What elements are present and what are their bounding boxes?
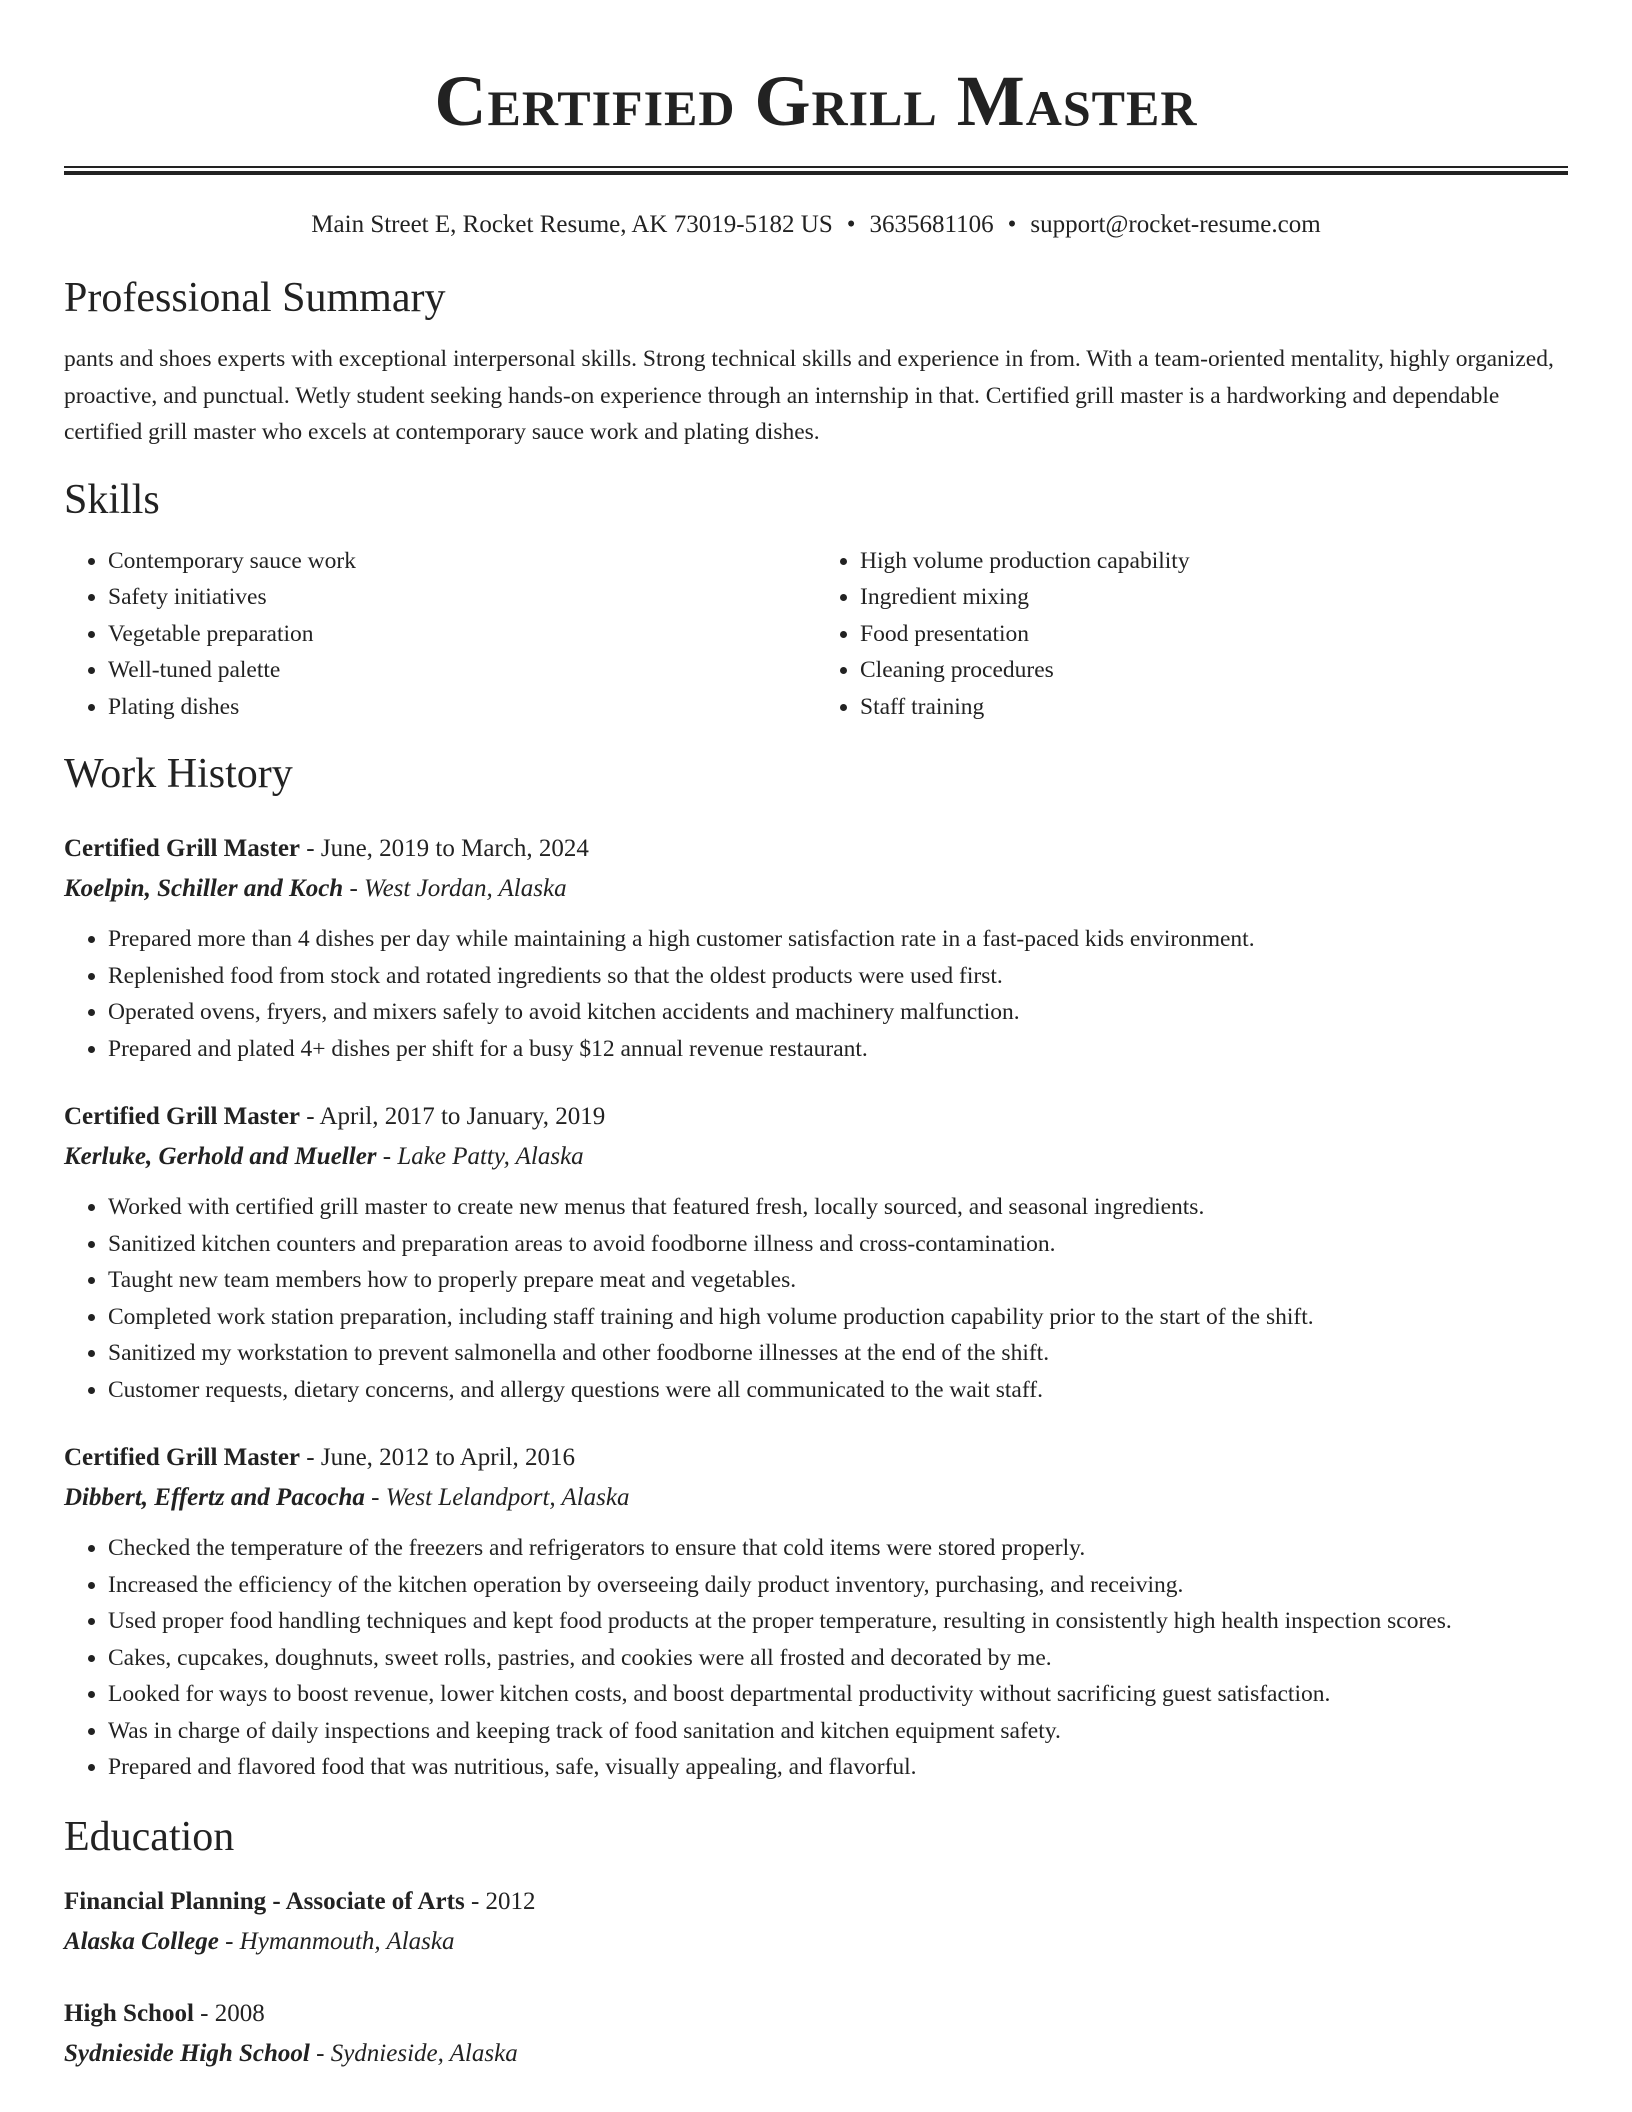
job-entry (64, 1438, 1568, 1786)
duty-item: • Checked the temperature of the freezers and refrigerators to ensure that cold items were stored properly. (108, 1530, 1568, 1567)
candidate-name: Certified Grill Master (434, 61, 1198, 141)
education-entry (64, 1994, 1568, 2074)
duty-item: • Customer requests, dietary concerns, and allergy questions were all communicated to the wait staff. (108, 1372, 1568, 1409)
skills-list (64, 543, 1568, 726)
job-location: - Lake Patty, Alaska (376, 1143, 584, 1170)
duty-item: • Cakes, cupcakes, doughnuts, sweet rolls, pastries, and cookies were all frosted and decorated by me. (108, 1640, 1568, 1677)
skill-item: • Cleaning procedures (860, 652, 1568, 689)
education-school: Sydnieside High School (64, 2039, 310, 2067)
contact-separator: • (846, 211, 856, 238)
education-year: - 2012 (464, 1887, 536, 1915)
duty-item: • Increased the efficiency of the kitchen operation by overseeing daily product inventory, purchasing, and receiving. (108, 1567, 1568, 1604)
skill-item: • Well-tuned palette (108, 652, 816, 689)
contact-separator: • (1007, 211, 1017, 238)
duty-item: • Sanitized my workstation to prevent salmonella and other foodborne illnesses at the end of the shift. (108, 1335, 1568, 1372)
contact-address: Main Street E, Rocket Resume, AK 73019-5182 US (311, 211, 833, 238)
duty-item: • Sanitized kitchen counters and preparation areas to avoid foodborne illness and cross-contamination. (108, 1226, 1568, 1263)
job-role: Certified Grill Master (64, 1103, 301, 1130)
job-header (64, 829, 1568, 869)
education-degree: High School (64, 1999, 194, 2027)
job-header (64, 1097, 1568, 1137)
education-location: - Sydnieside, Alaska (309, 2039, 518, 2067)
contact-line (64, 209, 1568, 241)
job-duties (64, 1189, 1568, 1408)
duty-item: • Prepared and flavored food that was nutritious, safe, visually appealing, and flavorful. (108, 1749, 1568, 1786)
education-location: - Hymanmouth, Alaska (218, 1927, 455, 1955)
skill-item: • Vegetable preparation (108, 616, 816, 653)
job-company: Kerluke, Gerhold and Mueller (64, 1143, 377, 1170)
duty-item: • Replenished food from stock and rotated ingredients so that the oldest products were used first. (108, 958, 1568, 995)
education-year: - 2008 (193, 1999, 265, 2027)
skills-column-right (816, 543, 1568, 726)
work-history-heading: Work History (64, 751, 293, 797)
duty-item: • Was in charge of daily inspections and keeping track of food sanitation and kitchen equipment safety. (108, 1713, 1568, 1750)
skill-item: • Contemporary sauce work (108, 543, 816, 580)
skill-item: • Staff training (860, 689, 1568, 726)
skill-item: • Food presentation (860, 616, 1568, 653)
education-entry (64, 1882, 1568, 1962)
duty-item: • Used proper food handling techniques and kept food products at the proper temperature, resulting in consistently high health inspection scores. (108, 1603, 1568, 1640)
job-dates: - June, 2019 to March, 2024 (300, 835, 589, 862)
duty-item: • Prepared and plated 4+ dishes per shift for a busy $12 annual revenue restaurant. (108, 1031, 1568, 1068)
duty-item: • Prepared more than 4 dishes per day while maintaining a high customer satisfaction rate in a fast-paced kids environment. (108, 921, 1568, 958)
education-school: Alaska College (64, 1927, 219, 1955)
contact-email[interactable]: support@rocket-resume.com (1030, 211, 1321, 238)
education-degree: Financial Planning - Associate of Arts (64, 1887, 465, 1915)
summary-heading: Professional Summary (64, 275, 446, 321)
job-dates: - April, 2017 to January, 2019 (300, 1103, 606, 1130)
job-duties (64, 1530, 1568, 1786)
duty-item: • Looked for ways to boost revenue, lower kitchen costs, and boost departmental productivity without sacrificing guest satisfaction. (108, 1676, 1568, 1713)
job-location: - West Jordan, Alaska (343, 875, 567, 902)
education-school-line (64, 1922, 1568, 1962)
duty-item: • Operated ovens, fryers, and mixers safely to avoid kitchen accidents and machinery malfunction. (108, 994, 1568, 1031)
skill-item: • Plating dishes (108, 689, 816, 726)
job-dates: - June, 2012 to April, 2016 (300, 1444, 576, 1471)
job-location: - West Lelandport, Alaska (364, 1484, 630, 1511)
education-header (64, 1882, 1568, 1922)
education-heading: Education (64, 1813, 235, 1860)
skill-item: • Ingredient mixing (860, 579, 1568, 616)
job-company: Koelpin, Schiller and Koch (64, 875, 344, 902)
header-divider (64, 166, 1568, 175)
job-employer (64, 1478, 1568, 1518)
skill-item: • High volume production capability (860, 543, 1568, 580)
job-entry (64, 1097, 1568, 1408)
contact-phone: 3635681106 (869, 211, 994, 238)
job-role: Certified Grill Master (64, 1444, 301, 1471)
job-employer (64, 869, 1568, 909)
job-role: Certified Grill Master (64, 835, 301, 862)
duty-item: • Worked with certified grill master to create new menus that featured fresh, locally sourced, and seasonal ingredients. (108, 1189, 1568, 1226)
duty-item: • Taught new team members how to properly prepare meat and vegetables. (108, 1262, 1568, 1299)
job-company: Dibbert, Effertz and Pacocha (64, 1484, 365, 1511)
job-entry (64, 829, 1568, 1067)
skill-item: • Safety initiatives (108, 579, 816, 616)
job-employer (64, 1137, 1568, 1177)
duty-item: • Completed work station preparation, including staff training and high volume production capability prior to the start of the shift. (108, 1299, 1568, 1336)
education-header (64, 1994, 1568, 2034)
skills-heading: Skills (64, 476, 160, 523)
job-duties (64, 921, 1568, 1067)
summary-text: pants and shoes experts with exceptional interpersonal skills. Strong technical skills and experience in from. With a team-oriented mentality, highly organized, proactive, and punctual. Wetly student seeking hands-on experience through an internship in that. Certified grill master is a hardworking and dependable certified grill master who excels at contemporary sauce work and plating dishes. (64, 346, 1554, 445)
education-school-line (64, 2034, 1568, 2074)
job-header (64, 1438, 1568, 1478)
skills-column-left (64, 543, 816, 726)
